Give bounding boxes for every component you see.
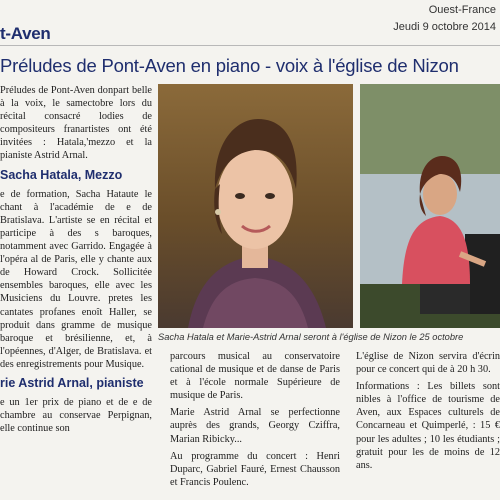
- bio-mezzo-paragraph: e de formation, Sacha Hataute le chant à l'académie de e de Bratislava. L'artiste se en récital et participe à des s baroques, notamment avec Garrido. Engagée à l'opéra al de Paris, elle y chante aux de Howard Crock. Sollicitée ensembles baroques, elle avec les Musiciens du Louvre. pretes les cantates profanes enoît Haller, se produit dans gramme de musique baroque et brésilienne, et, à l'opéennes, d'Alger, de Bratislava. et des enregistrements pour Musique.: [0, 188, 152, 370]
- article-headline: Préludes de Pont-Aven en piano - voix à l'église de Nizon: [0, 55, 459, 76]
- article-column-1: [0, 84, 152, 435]
- training-paragraph: Marie Astrid Arnal se perfectionne auprès des grands, Georgy Cziffra, Marian Ribicky...: [170, 407, 340, 445]
- newspaper-name: Ouest-France: [428, 4, 496, 16]
- program-paragraph: Au programme du concert : Henri Duparc, Gabriel Fauré, Ernest Chausson et Francis Poulenc.: [170, 450, 340, 488]
- article-column-3: [356, 350, 500, 476]
- subheading-pianist: rie Astrid Arnal, pianiste: [0, 375, 144, 390]
- publication-date: Jeudi 9 octobre 2014: [393, 21, 496, 33]
- bio-pianist-paragraph: e un 1er prix de piano et de e de chambre au conservae Perpignan, elle continue son: [0, 397, 152, 435]
- portrait-illustration: [158, 84, 353, 328]
- header-divider: [0, 45, 500, 46]
- tickets-paragraph: Informations : Les billets sont nibles à l'office de tourisme de Aven, aux Espaces culturels de Concarneau et Quimperlé, : 15 € pour les adultes ; 10 les étudiants ; gratuit pour les de moins de 12 ans.: [356, 381, 500, 471]
- photo-singer-portrait: [158, 84, 353, 328]
- subheading-mezzo: Sacha Hatala, Mezzo: [0, 167, 123, 182]
- pianist-illustration: [360, 84, 500, 328]
- photo-pianist-lake: [360, 84, 500, 328]
- section-title: t-Aven: [0, 24, 51, 43]
- article-column-2: [170, 350, 340, 493]
- career-paragraph: parcours musical au conservatoire cational de musique et de danse de Paris et à l'école normale Supérieure de musique de Paris.: [170, 351, 340, 402]
- venue-paragraph: L'église de Nizon servira d'écrin pour ce concert qui de à 20 h 30.: [356, 351, 500, 376]
- intro-paragraph: Préludes de Pont-Aven donpart belle à la voix, le samectobre lors du récital consacré lodies de compositeurs franartistes ont été invitées : Hatala,'mezzo et la pianiste Astrid Arnal.: [0, 85, 152, 162]
- photo-caption: Sacha Hatala et Marie-Astrid Arnal seront à l'église de Nizon le 25 octobre: [158, 332, 464, 342]
